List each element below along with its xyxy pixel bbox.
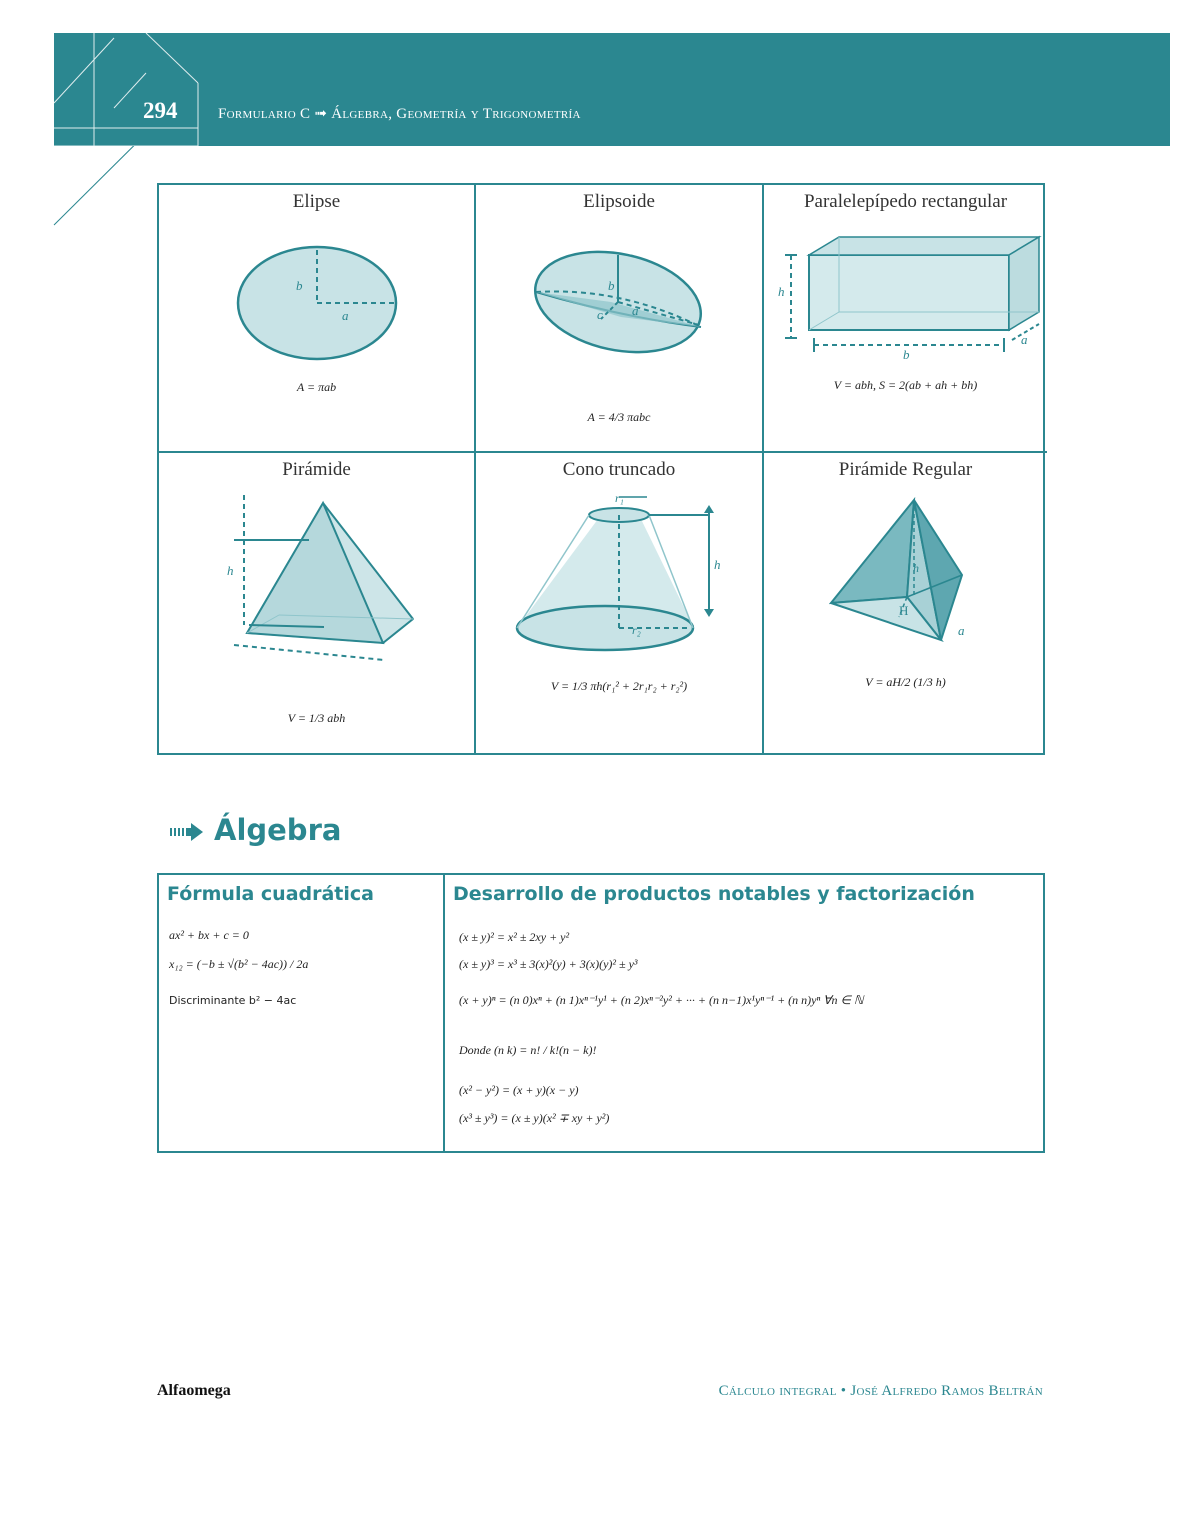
equation-line: (x³ ± y³) = (x ± y)(x² ∓ xy + y²) <box>459 1111 610 1125</box>
header-banner <box>54 33 1170 146</box>
cell-title: Fórmula cuadrática <box>167 883 374 905</box>
formula: V = abh, S = 2(ab + ah + bh) <box>833 378 978 392</box>
box-figure <box>779 230 1049 360</box>
equation-line: (x ± y)³ = x³ ± 3(x)²(y) + 3(x)(y)² ± y³ <box>459 957 638 971</box>
geometry-table <box>157 183 1045 755</box>
equation-line: (x ± y)² = x² ± 2xy + y² <box>459 930 570 944</box>
cell-cono-truncado <box>476 453 764 753</box>
section-title: Álgebra <box>214 813 342 847</box>
label-H: H <box>899 603 909 618</box>
pyramid-figure <box>229 495 429 685</box>
equation-line: Discriminante b² − 4ac <box>169 994 297 1007</box>
label-r2: r₂ <box>632 623 641 637</box>
ellipsoid-figure <box>531 247 711 367</box>
label-c: c <box>597 307 603 322</box>
label-h: h <box>913 561 919 575</box>
footer-publisher: Alfaomega <box>157 1382 231 1399</box>
cell-title: Desarrollo de productos notables y factorización <box>453 883 975 905</box>
label-h: h <box>227 563 234 578</box>
formula: A = πab <box>296 380 337 394</box>
formula: V = 1/3 πh(r₁² + 2r₁r₂ + r₂²) <box>550 679 688 693</box>
frustum-figure <box>509 493 749 653</box>
cell-title: Elipse <box>292 191 341 212</box>
cell-paralelepipedo <box>764 185 1047 453</box>
products-cell <box>445 875 1043 1151</box>
regular-pyramid-figure <box>829 495 979 655</box>
label-a: a <box>632 303 639 318</box>
equation-line: (x² − y²) = (x + y)(x − y) <box>459 1083 579 1097</box>
footer-book-title: Cálculo integral • José Alfredo Ramos Beltrán <box>718 1383 1043 1399</box>
arrow-right-icon <box>170 823 206 841</box>
page-number: 294 <box>143 98 178 123</box>
cell-elipsoide <box>476 185 764 453</box>
algebra-table <box>157 873 1045 1153</box>
label-r1: r₁ <box>615 491 624 505</box>
label-a: a <box>958 623 965 638</box>
equation-line: x₁₂ = (−b ± √(b² − 4ac)) / 2a <box>169 957 309 971</box>
label-b: b <box>608 278 615 293</box>
label-a: a <box>342 308 349 323</box>
quadratic-formula-cell <box>159 875 445 1151</box>
label-a: a <box>1021 332 1028 347</box>
label-h: h <box>778 284 785 299</box>
formula: V = 1/3 abh <box>287 711 346 725</box>
cell-elipse <box>159 185 476 453</box>
label-b: b <box>903 347 910 362</box>
equation-line: (x + y)ⁿ = (n 0)xⁿ + (n 1)xⁿ⁻¹y¹ + (n 2)xⁿ⁻²y² + ··· + (n n−1)x¹yⁿ⁻¹ + (n n)yⁿ ∀n ∈ ℕ <box>459 993 864 1007</box>
equation-line: Donde (n k) = n! / k!(n − k)! <box>459 1043 597 1057</box>
ellipse-figure <box>229 240 409 370</box>
cell-title: Pirámide <box>282 459 351 480</box>
formula: A = 4/3 πabc <box>587 410 651 424</box>
cell-title: Elipsoide <box>583 191 655 212</box>
header-title: Formulario C ➟ Álgebra, Geometría y Trigonometría <box>218 106 581 122</box>
label-h: h <box>714 557 721 572</box>
formula: V = aH/2 (1/3 h) <box>865 675 946 689</box>
cell-piramide-regular <box>764 453 1047 753</box>
cell-title: Pirámide Regular <box>838 459 973 480</box>
label-b: b <box>296 278 303 293</box>
cell-title: Paralelepípedo rectangular <box>803 191 1008 212</box>
cell-title: Cono truncado <box>562 459 676 480</box>
banner-geometric-lines <box>54 33 254 146</box>
cell-piramide <box>159 453 476 753</box>
equation-line: ax² + bx + c = 0 <box>169 928 249 942</box>
